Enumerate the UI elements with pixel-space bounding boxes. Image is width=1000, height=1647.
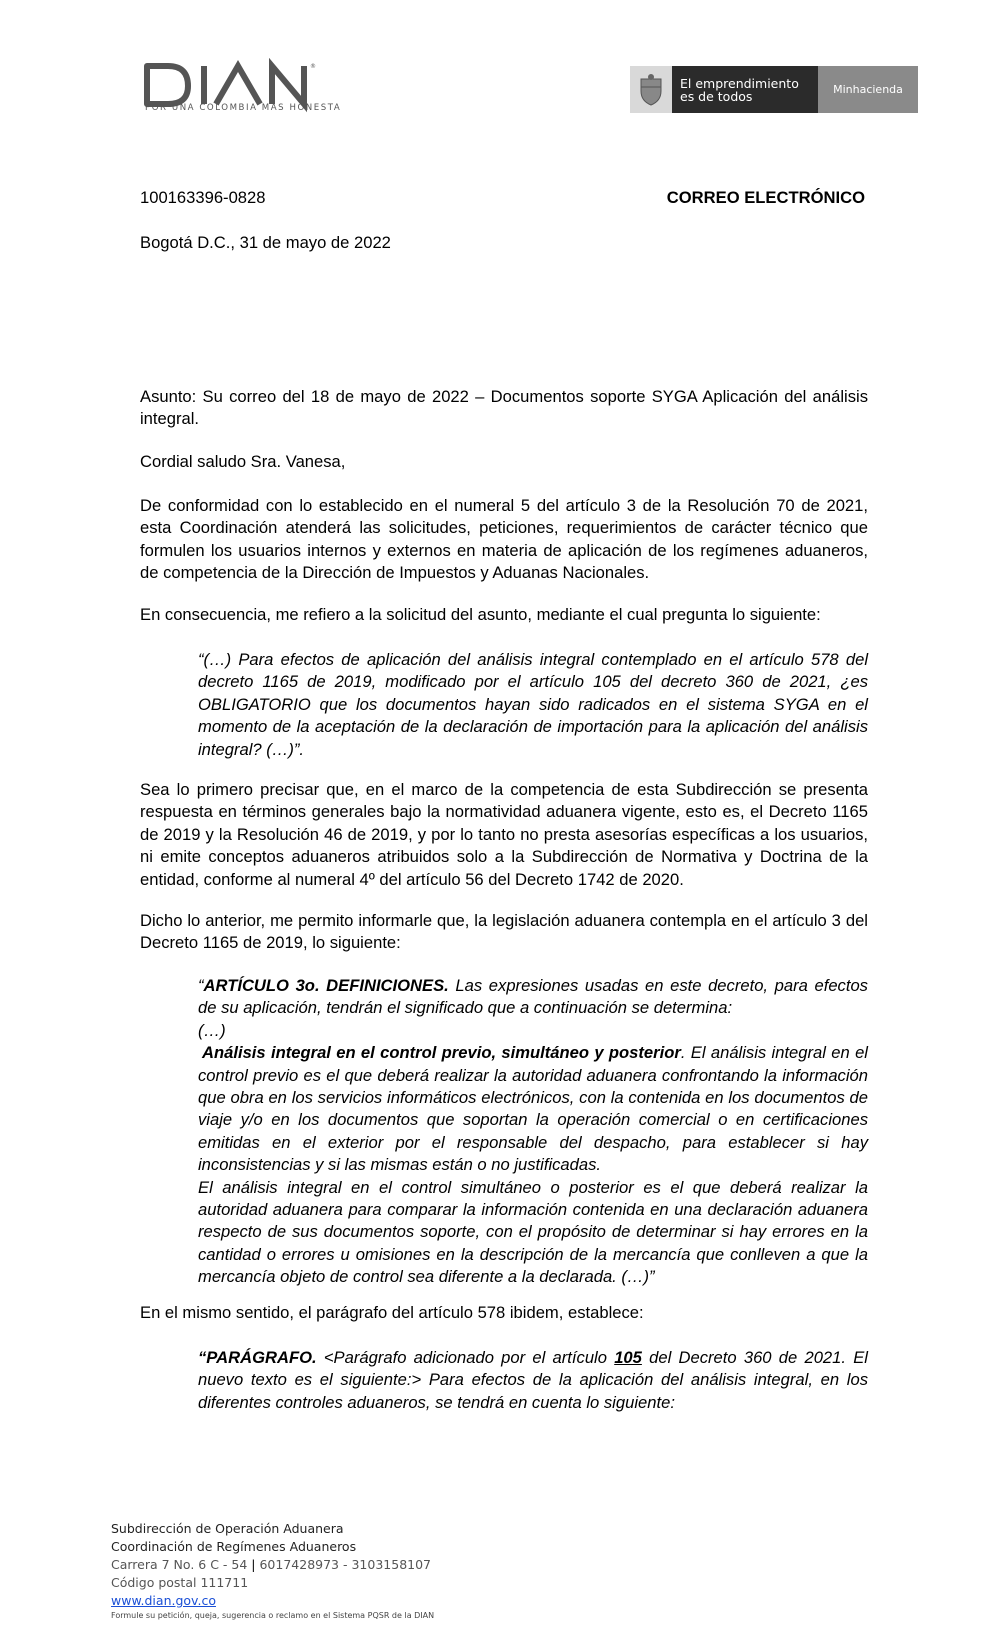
article-105-link[interactable]: 105 bbox=[614, 1348, 642, 1367]
dian-tagline: POR UNA COLOMBIA MÁS HONESTA bbox=[145, 103, 342, 113]
footer-phones: 6017428973 - 3103158107 bbox=[259, 1557, 431, 1572]
delivery-method: CORREO ELECTRÓNICO bbox=[666, 188, 865, 207]
article-intro: Las expresiones usadas en este decreto, para efectos de su aplicación, tendrán el significado que a continuación se determina: bbox=[198, 976, 868, 1018]
footer-address: Carrera 7 No. 6 C - 54 bbox=[111, 1557, 248, 1572]
greeting: Cordial saludo Sra. Vanesa, bbox=[140, 452, 346, 471]
definition-simultaneous: El análisis integral en el control simultáneo o posterior es el que deberá realizar la autoridad aduanera para comparar la información contenida en una declaración aduanera respecto de sus documentos soporte, con el propósito de determinar si hay errores en la cantidad o errores u omisiones en la descripción de la mercancía que conlleven a que la mercancía objeto de control sea diferente a la declarada. (…)” bbox=[198, 1177, 868, 1287]
footer-coordination: Coordinación de Regímenes Aduaneros bbox=[111, 1539, 357, 1554]
paragrafo-text-b: del Decreto 360 de 2021. El nuevo texto es el siguiente:> Para efectos de la aplicación del análisis integral, en los diferentes controles aduaneros, se tendrá en cuenta lo siguiente: bbox=[198, 1348, 868, 1412]
paragraph-scope: Sea lo primero precisar que, en el marco de la competencia de esta Subdirección se presenta respuesta en términos generales bajo la normatividad aduanera vigente, esto es, el Decreto 1165 de 2019 y la Resolución 46 de 2019, y por lo tanto no presta asesorías específicas a los usuarios, ni emite conceptos aduaneros atribuidos solo a la Subdirección de Normativa y Doctrina de la entidad, conforme al numeral 4º del artículo 56 del Decreto 1742 de 2020. bbox=[140, 780, 868, 889]
government-banner bbox=[630, 66, 918, 113]
paragrafo-heading: “PARÁGRAFO. bbox=[198, 1348, 317, 1367]
defined-term: Análisis integral en el control previo, simultáneo y posterior bbox=[202, 1043, 681, 1063]
footer-website-link[interactable]: www.dian.gov.co bbox=[111, 1593, 216, 1608]
footer-contact bbox=[111, 1556, 434, 1574]
quote-question: “(…) Para efectos de aplicación del análisis integral contemplado en el artículo 578 del decreto 1165 de 2019, modificado por el artículo 105 del decreto 360 de 2021, ¿es OBLIGATORIO que los documentos hayan sido radicados en el sistema SYGA en el momento de la aceptación de la declaración de importación para la aplicación del análisis integral? (…)”. bbox=[198, 650, 868, 759]
coat-of-arms-icon bbox=[630, 66, 672, 113]
paragrafo-text-a: <Parágrafo adicionado por el artículo bbox=[316, 1348, 615, 1367]
definition-previous: . El análisis integral en el control previo es el que deberá realizar la autoridad aduanera confrontando la información que obra en los servicios informáticos electrónicos, con la contenida en los documentos de viaje y/o en los documentos que soportan la operación comercial o en certificaciones emitidas en el exterior por el responsable del despacho, para establecer si hay inconsistencias y si las mismas están o no justificadas. bbox=[198, 1043, 868, 1175]
ellipsis: (…) bbox=[198, 1020, 226, 1040]
footer-postal-code: Código postal 111711 bbox=[111, 1575, 249, 1590]
svg-text:®: ® bbox=[310, 63, 316, 70]
gov-slogan-block bbox=[630, 66, 818, 113]
paragraph-paragraph-578: En el mismo sentido, el parágrafo del artículo 578 ibidem, establece: bbox=[140, 1303, 644, 1322]
quote-paragrafo bbox=[198, 1347, 868, 1414]
footer-subdirection: Subdirección de Operación Aduanera bbox=[111, 1521, 344, 1536]
article-heading: ARTÍCULO 3o. DEFINICIONES. bbox=[203, 976, 449, 995]
paragraph-request: En consecuencia, me refiero a la solicitud del asunto, mediante el cual pregunta lo siguiente: bbox=[140, 605, 821, 624]
quote-open-mark: “ bbox=[198, 976, 204, 995]
letter-date: Bogotá D.C., 31 de mayo de 2022 bbox=[140, 233, 391, 252]
ministry-label: Minhacienda bbox=[818, 66, 918, 113]
letter-footer bbox=[111, 1520, 434, 1622]
gov-slogan bbox=[672, 77, 799, 103]
paragraph-legislation: Dicho lo anterior, me permito informarle que, la legislación aduanera contempla en el artículo 3 del Decreto 1165 de 2019, lo siguiente: bbox=[140, 911, 868, 953]
reference-number: 100163396-0828 bbox=[140, 188, 266, 207]
quote-article-3 bbox=[198, 975, 868, 1289]
gov-slogan-line2: es de todos bbox=[680, 88, 753, 104]
subject-line: Asunto: Su correo del 18 de mayo de 2022 – Documentos soporte SYGA Aplicación del análisis integral. bbox=[140, 387, 868, 429]
footer-pqsr-note: Formule su petición, queja, sugerencia o reclamo en el Sistema PQSR de la DIAN bbox=[111, 1611, 435, 1620]
paragraph-competence: De conformidad con lo establecido en el numeral 5 del artículo 3 de la Resolución 70 de 2021, esta Coordinación atenderá las solicitudes, peticiones, requerimientos de carácter técnico que formulen los usuarios internos y externos en materia de aplicación de los regímenes aduaneros, de competencia de la Dirección de Impuestos y Aduanas Nacionales. bbox=[140, 496, 868, 583]
gov-slogan-line1: El emprendimiento bbox=[680, 75, 799, 91]
footer-separator: | bbox=[247, 1557, 260, 1572]
